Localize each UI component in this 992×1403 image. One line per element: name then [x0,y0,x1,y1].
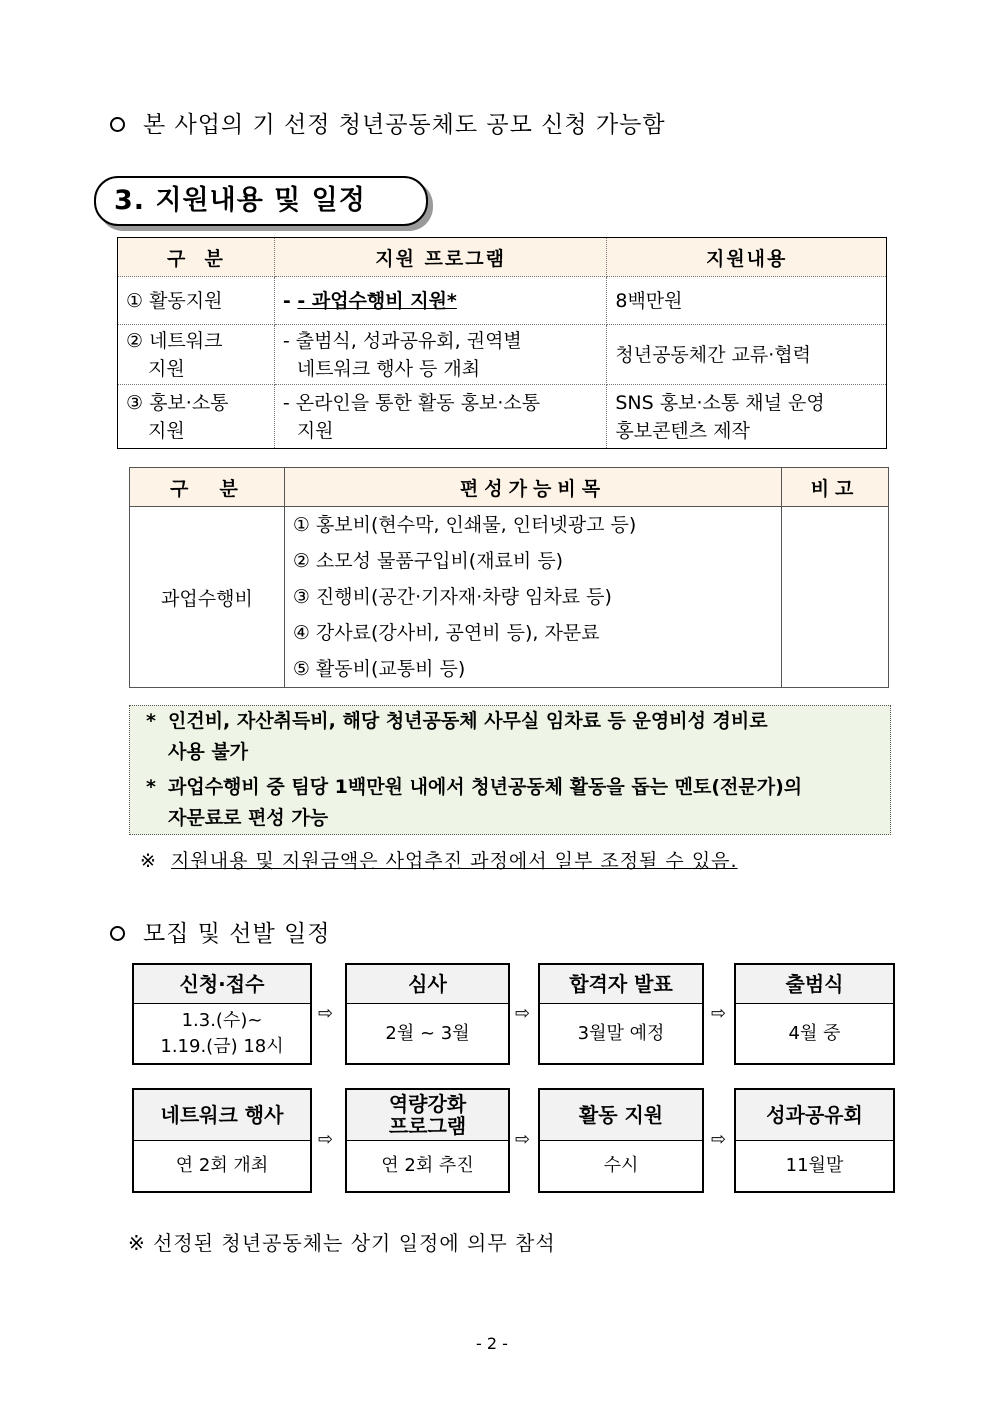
program-cell: - - 과업수행비 지원* [282,289,457,312]
intro-bullet: 본 사업의 기 선정 청년공동체도 공모 신청 가능함 [110,106,666,139]
table-header: 구 분 [130,468,285,507]
schedule-step-title: 네트워크 행사 [134,1090,310,1141]
footer-note: ※ 선정된 청년공동체는 상기 일정에 의무 참석 [128,1231,556,1255]
category-cell: ③ 홍보·소통 [126,391,229,414]
schedule-step [734,1088,895,1193]
category-cell: ① 활동지원 [126,289,223,312]
schedule-step [538,963,704,1065]
note-text: 자문료로 편성 가능 [168,807,329,829]
content-cell: 청년공동체간 교류·협력 [615,343,811,366]
note-mark: * [146,776,156,798]
schedule-step-detail: 11월말 [785,1155,844,1176]
budget-items-list [293,507,781,687]
right-arrow-icon: ⇨ [515,1129,531,1150]
schedule-step-detail: 3월말 예정 [577,1022,665,1044]
note-text: 과업수행비 중 팀당 1백만원 내에서 청년공동체 활동을 돕는 멘토(전문가)의 [168,776,803,798]
category-cell: 지원 [148,357,185,380]
list-item: ① 홍보비(현수막, 인쇄물, 인터넷광고 등) [292,514,637,536]
right-arrow-icon: ⇨ [711,1003,727,1024]
right-arrow-icon: ⇨ [515,1003,531,1024]
schedule-step-title: 합격자 발표 [540,965,702,1004]
schedule-step [538,1088,704,1193]
category-cell: 지원 [148,419,185,442]
list-item: ⑤ 활동비(교통비 등) [292,658,466,680]
right-arrow-icon: ⇨ [318,1003,334,1024]
schedule-step [132,1088,312,1193]
program-cell: 네트워크 행사 등 개최 [296,357,481,380]
table-header: 지원 프로그램 [274,238,607,277]
content-cell: 홍보콘텐츠 제작 [615,419,750,442]
note-mark: ※ [140,850,157,872]
list-item: ② 소모성 물품구입비(재료비 등) [292,550,564,572]
category-cell: ② 네트워크 [126,329,223,352]
circle-bullet-icon [110,926,125,941]
program-cell: - 온라인을 통한 활동 홍보·소통 [282,391,541,414]
table-row [118,277,887,325]
schedule-step-detail: 4월 중 [788,1022,841,1044]
schedule-step-title: 역량강화 프로그램 [347,1090,508,1141]
table-row [130,507,889,688]
list-item: ③ 진행비(공간·기자재·차량 임차료 등) [292,586,612,608]
schedule-step [345,963,510,1065]
note-mark: * [146,710,156,732]
content-cell: 8백만원 [615,289,683,312]
schedule-step-detail: 2월 ~ 3월 [385,1022,470,1044]
schedule-step [345,1088,510,1193]
budget-remark [782,507,889,688]
page-number: - 2 - [476,1334,508,1353]
schedule-step [132,963,312,1065]
schedule-step-title: 심사 [347,965,508,1004]
note-text: 사용 불가 [168,741,249,763]
schedule-step-title: 성과공유회 [736,1090,893,1141]
schedule-step-detail: 연 2회 개최 [175,1155,269,1176]
program-cell: - 출범식, 성과공유회, 권역별 [282,329,522,352]
table-header: 편성가능비목 [284,468,781,507]
section-heading: 3. 지원내용 및 일정 [114,185,366,216]
content-cell: SNS 홍보·소통 채널 운영 [615,391,825,414]
adjust-note-text: 지원내용 및 지원금액은 사업추진 과정에서 일부 조정될 수 있음. [171,850,738,872]
schedule-step-detail: 1.3.(수)~ 1.19.(금) 18시 [160,1009,284,1057]
budget-category: 과업수행비 [130,507,285,688]
right-arrow-icon: ⇨ [318,1129,334,1150]
note-text: 인건비, 자산취득비, 해당 청년공동체 사무실 임차료 등 운영비성 경비로 [168,710,768,732]
schedule-step-detail: 수시 [603,1155,639,1176]
right-arrow-icon: ⇨ [711,1129,727,1150]
budget-items-table [129,467,889,688]
table-header: 구 분 [118,238,275,277]
program-cell: 지원 [296,419,334,442]
note-item [146,706,884,768]
adjust-note [140,846,738,873]
schedule-bullet: 모집 및 선발 일정 [110,915,330,948]
program-text: - 과업수행비 지원* [297,289,457,312]
schedule-step-title: 출범식 [736,965,893,1004]
schedule-step [734,963,895,1065]
schedule-step-detail: 연 2회 추진 [381,1155,474,1176]
schedule-step-title: 신청·접수 [134,965,310,1004]
support-program-table [117,237,887,449]
table-row [118,385,887,449]
note-item [146,772,884,834]
table-header: 비고 [782,468,889,507]
table-row [118,325,887,385]
table-header: 지원내용 [607,238,887,277]
circle-bullet-icon [110,117,125,132]
schedule-step-title: 활동 지원 [540,1090,702,1141]
list-item: ④ 강사료(강사비, 공연비 등), 자문료 [292,622,600,644]
